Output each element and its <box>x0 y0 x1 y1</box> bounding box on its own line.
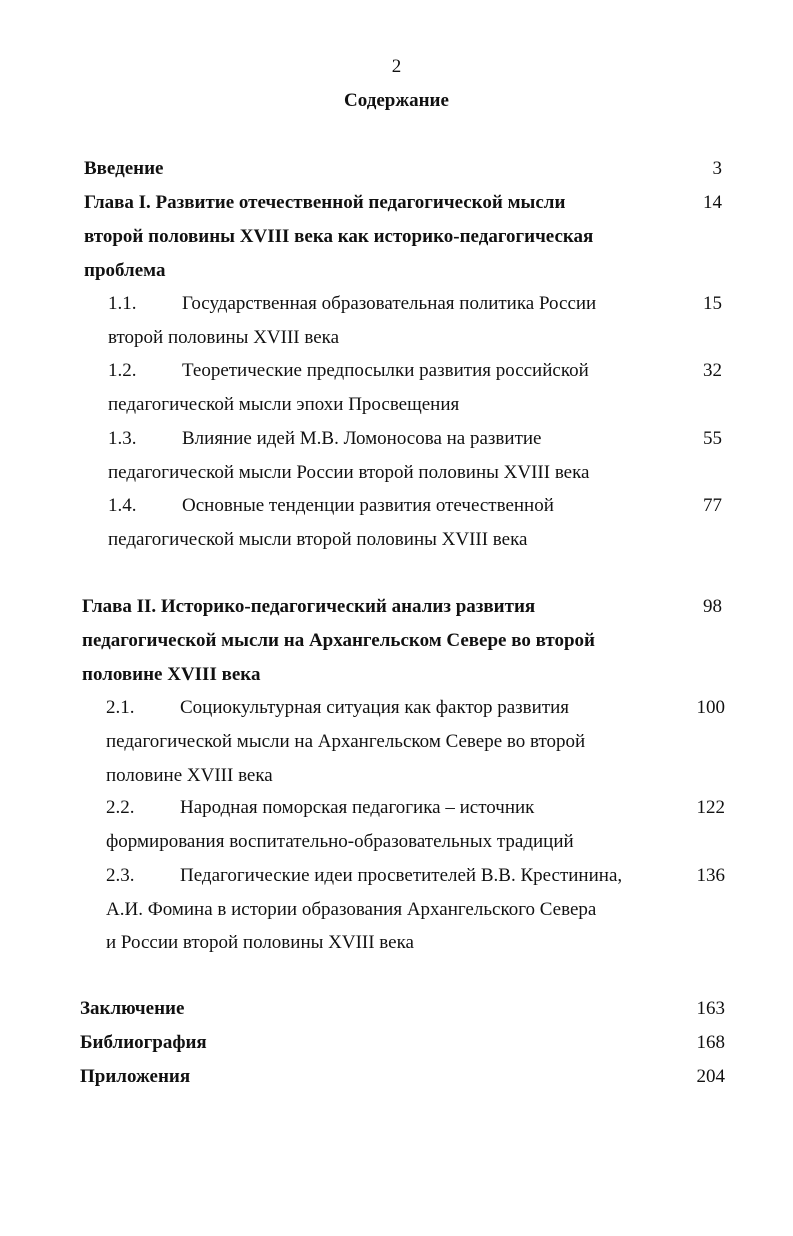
toc-section-number: 1.3. <box>108 428 137 449</box>
toc-page-number: 77 <box>703 495 722 516</box>
toc-entry-text: половине XVIII века <box>106 765 273 786</box>
toc-page-number: 136 <box>696 865 725 886</box>
toc-page-number: 15 <box>703 293 722 314</box>
toc-entry-text: Введение <box>84 158 164 179</box>
toc-entry-text: педагогической мысли на Архангельском Севере во второй <box>106 731 586 752</box>
toc-entry-text: формирования воспитательно-образовательных традиций <box>106 831 574 852</box>
toc-entry-text: педагогической мысли второй половины XVIII века <box>108 529 528 550</box>
page-number: 2 <box>391 56 402 77</box>
toc-entry-text: Влияние идей М.В. Ломоносова на развитие <box>182 428 542 449</box>
toc-entry-text: педагогической мысли на Архангельском Севере во второй <box>82 630 595 651</box>
toc-entry-text: педагогической мысли эпохи Просвещения <box>108 394 460 415</box>
toc-entry-text: Социокультурная ситуация как фактор развития <box>180 697 570 718</box>
toc-page-number: 55 <box>703 428 722 449</box>
toc-section-number: 2.3. <box>106 865 135 886</box>
toc-page-number: 168 <box>696 1032 725 1053</box>
toc-entry-text: второй половины XVIII века <box>108 327 340 348</box>
toc-page-number: 98 <box>703 596 722 617</box>
toc-entry-text: Теоретические предпосылки развития российской <box>182 360 589 381</box>
toc-entry-text: половине XVIII века <box>82 664 261 685</box>
page-title: Содержание <box>344 90 449 111</box>
toc-section-number: 1.4. <box>108 495 137 516</box>
toc-entry-text: Библиография <box>80 1032 207 1053</box>
toc-page-number: 100 <box>696 697 725 718</box>
toc-page-number: 204 <box>696 1066 725 1087</box>
toc-entry-text: Основные тенденции развития отечественной <box>182 495 554 516</box>
toc-entry-text: проблема <box>84 260 166 281</box>
toc-section-number: 1.1. <box>108 293 137 314</box>
toc-entry-text: второй половины XVIII века как историко-педагогическая <box>84 226 594 247</box>
toc-entry-text: Народная поморская педагогика – источник <box>180 797 535 818</box>
toc-section-number: 2.1. <box>106 697 135 718</box>
toc-section-number: 1.2. <box>108 360 137 381</box>
toc-entry-text: Заключение <box>80 998 185 1019</box>
toc-section-number: 2.2. <box>106 797 135 818</box>
toc-page-number: 122 <box>696 797 725 818</box>
toc-entry-text: А.И. Фомина в истории образования Архангельского Севера <box>106 899 597 920</box>
toc-entry-text: Педагогические идеи просветителей В.В. Крестинина, <box>180 865 623 886</box>
toc-page-number: 3 <box>712 158 722 179</box>
toc-entry-text: Глава II. Историко-педагогический анализ развития <box>82 596 536 617</box>
toc-page-number: 32 <box>703 360 722 381</box>
toc-entry-text: педагогической мысли России второй половины XVIII века <box>108 462 590 483</box>
toc-entry-text: Государственная образовательная политика России <box>182 293 597 314</box>
toc-entry-text: Глава I. Развитие отечественной педагогической мысли <box>84 192 566 213</box>
toc-entry-text: и России второй половины XVIII века <box>106 932 414 953</box>
toc-page-number: 163 <box>696 998 725 1019</box>
toc-entry-text: Приложения <box>80 1066 191 1087</box>
toc-page-number: 14 <box>703 192 722 213</box>
